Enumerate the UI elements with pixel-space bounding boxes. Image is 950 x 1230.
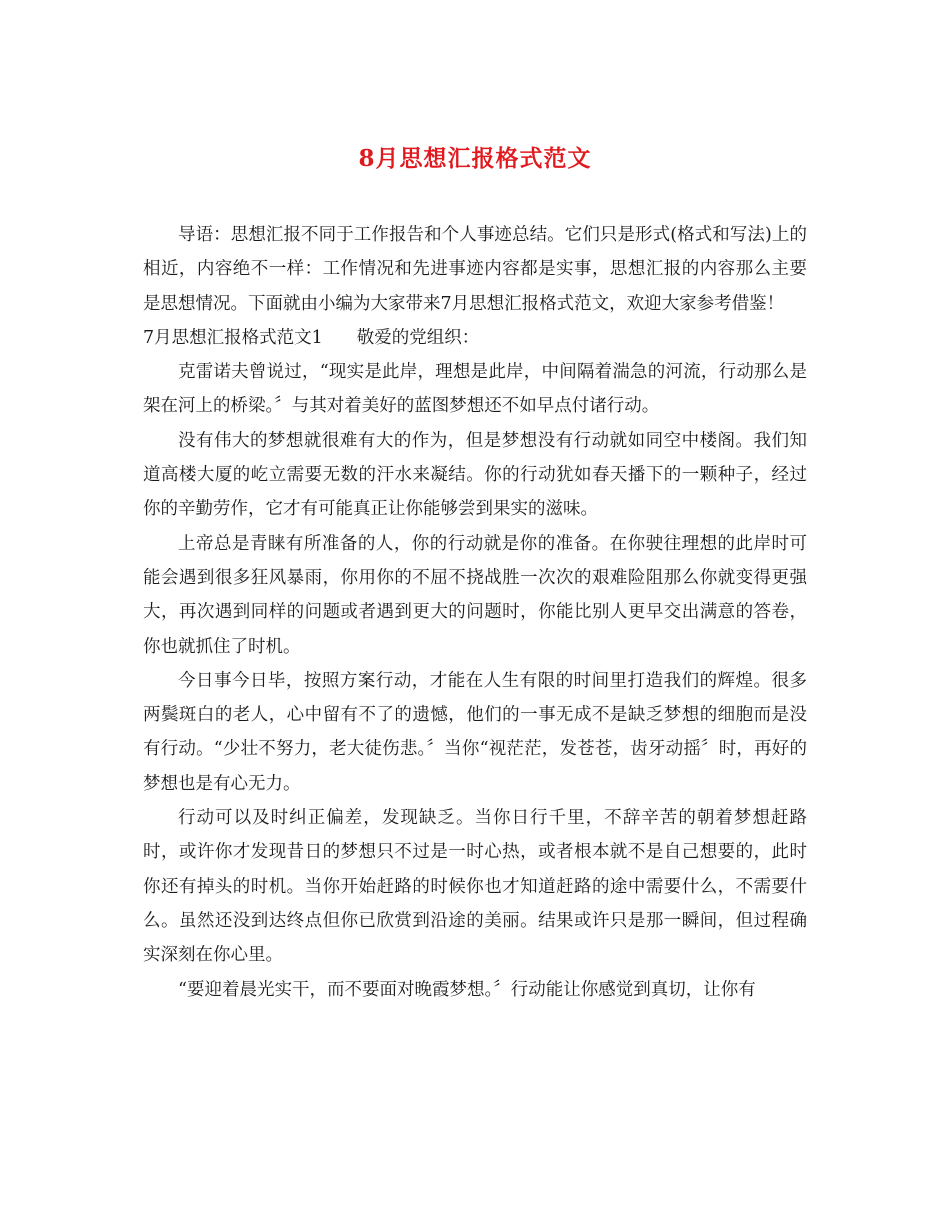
body-paragraph-6: “要迎着晨光实干，而不要面对晚霞梦想。〞行动能让你感觉到真切，让你有 (178, 979, 756, 1000)
intro-paragraph: 导语：思想汇报不同于工作报告和个人事迹总结。它们只是形式(格式和写法)上的相近，内容绝不一样：工作情况和先进事迹内容都是实事，思想汇报的内容那么主要是思想情况。下面就由小编为大家带来7月思想汇报格式范文，欢迎大家参考借鉴！ (143, 225, 807, 314)
body-paragraph-1: 克雷诺夫曾说过，“现实是此岸，理想是此岸，中间隔着湍急的河流，行动那么是架在河上的桥梁。〞与其对着美好的蓝图梦想还不如早点付诸行动。 (143, 362, 807, 417)
body-paragraph-5: 行动可以及时纠正偏差，发现缺乏。当你日行千里，不辞辛苦的朝着梦想赶路时，或许你才发现昔日的梦想只不过是一时心热，或者根本就不是自己想要的，此时你还有掉头的时机。当你开始赶路的时候你也才知道赶路的途中需要什么，不需要什么。虽然还没到达终点但你已欣赏到沿途的美丽。结果或许只是那一瞬间，但过程确实深刻在你心里。 (143, 808, 807, 966)
section-heading: 7月思想汇报格式范文1 (143, 327, 323, 348)
body-paragraph-3: 上帝总是青睐有所准备的人，你的行动就是你的准备。在你驶往理想的此岸时可能会遇到很多狂风暴雨，你用你的不屈不挠战胜一次次的艰难险阻那么你就变得更强大，再次遇到同样的问题或者遇到更大的问题时，你能比别人更早交出满意的答卷，你也就抓住了时机。 (143, 533, 807, 657)
section-heading-line (143, 321, 807, 355)
document-body (143, 218, 807, 1007)
body-paragraph-2: 没有伟大的梦想就很难有大的作为，但是梦想没有行动就如同空中楼阁。我们知道高楼大厦的屹立需要无数的汗水来凝结。你的行动犹如春天播下的一颗种子，经过你的辛勤劳作，它才有可能真正让你能够尝到果实的滋味。 (143, 430, 807, 520)
body-paragraph-4: 今日事今日毕，按照方案行动，才能在人生有限的时间里打造我们的辉煌。很多两鬓斑白的老人，心中留有不了的遗憾，他们的一事无成不是缺乏梦想的细胞而是没有行动。“少壮不努力，老大徒伤悲。〞当你“视茫茫，发苍苍，齿牙动摇〞时，再好的梦想也是有心无力。 (143, 670, 807, 794)
salutation: 敬爱的党组织： (356, 327, 480, 348)
document-title: 8月思想汇报格式范文 (358, 145, 592, 172)
